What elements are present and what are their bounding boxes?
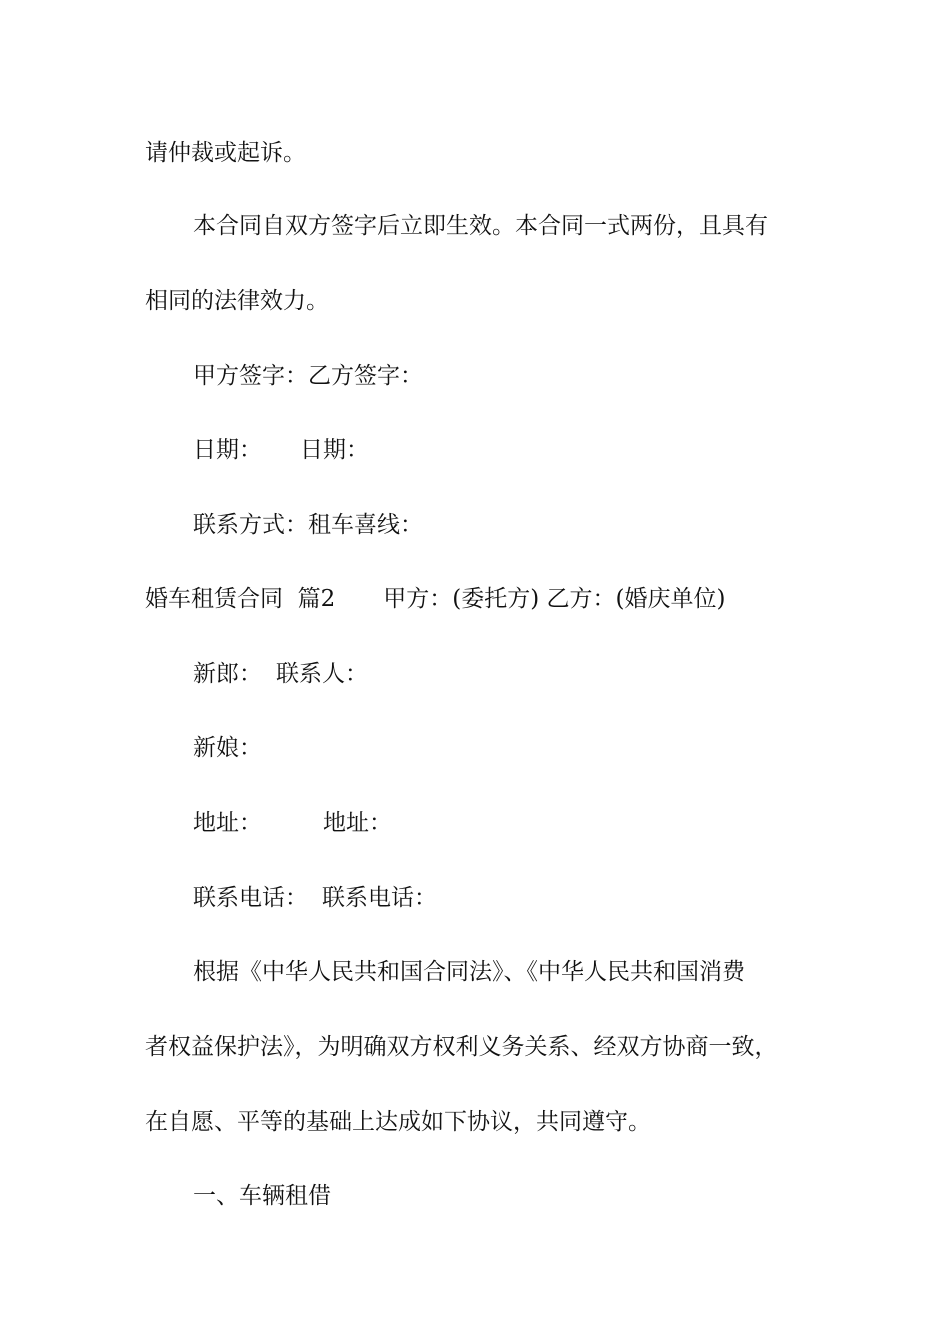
- section-heading: 一、车辆租借: [193, 1183, 331, 1209]
- party-b-address-label: 地址：: [323, 810, 392, 836]
- paragraph-line: 在自愿、平等的基础上达成如下协议，共同遵守。: [145, 1109, 651, 1135]
- party-b-phone-label: 联系电话：: [322, 885, 437, 911]
- section-title-line: [145, 584, 725, 614]
- paragraph-line: 请仲裁或起诉。: [145, 140, 306, 166]
- paragraph-line: 本合同自双方签字后立即生效。本合同一式两份，且具有: [193, 213, 768, 239]
- address-line: [193, 808, 392, 838]
- party-a-phone-label: 联系电话：: [193, 885, 308, 911]
- phone-line: [193, 883, 437, 913]
- parties-line: 甲方：(委托方) 乙方：(婚庆单位): [383, 586, 726, 612]
- paragraph-line: 根据《中华人民共和国合同法》、《中华人民共和国消费: [193, 959, 745, 985]
- groom-line: [193, 659, 368, 689]
- paragraph-line: 者权益保护法》，为明确双方权利义务关系、经双方协商一致，: [145, 1034, 778, 1060]
- party-a-address-label: 地址：: [193, 810, 262, 836]
- signature-line: 甲方签字：乙方签字：: [193, 363, 423, 389]
- groom-label: 新郎：: [193, 661, 262, 687]
- paragraph-line: 相同的法律效力。: [145, 288, 329, 314]
- contract-title: 婚车租赁合同 篇2: [145, 586, 336, 612]
- contact-person-label: 联系人：: [276, 661, 368, 687]
- bride-line: 新娘：: [193, 735, 262, 761]
- date-line: [193, 435, 369, 465]
- contact-line: 联系方式：租车喜线：: [193, 512, 423, 538]
- party-b-date-label: 日期：: [300, 437, 369, 463]
- party-a-date-label: 日期：: [193, 437, 262, 463]
